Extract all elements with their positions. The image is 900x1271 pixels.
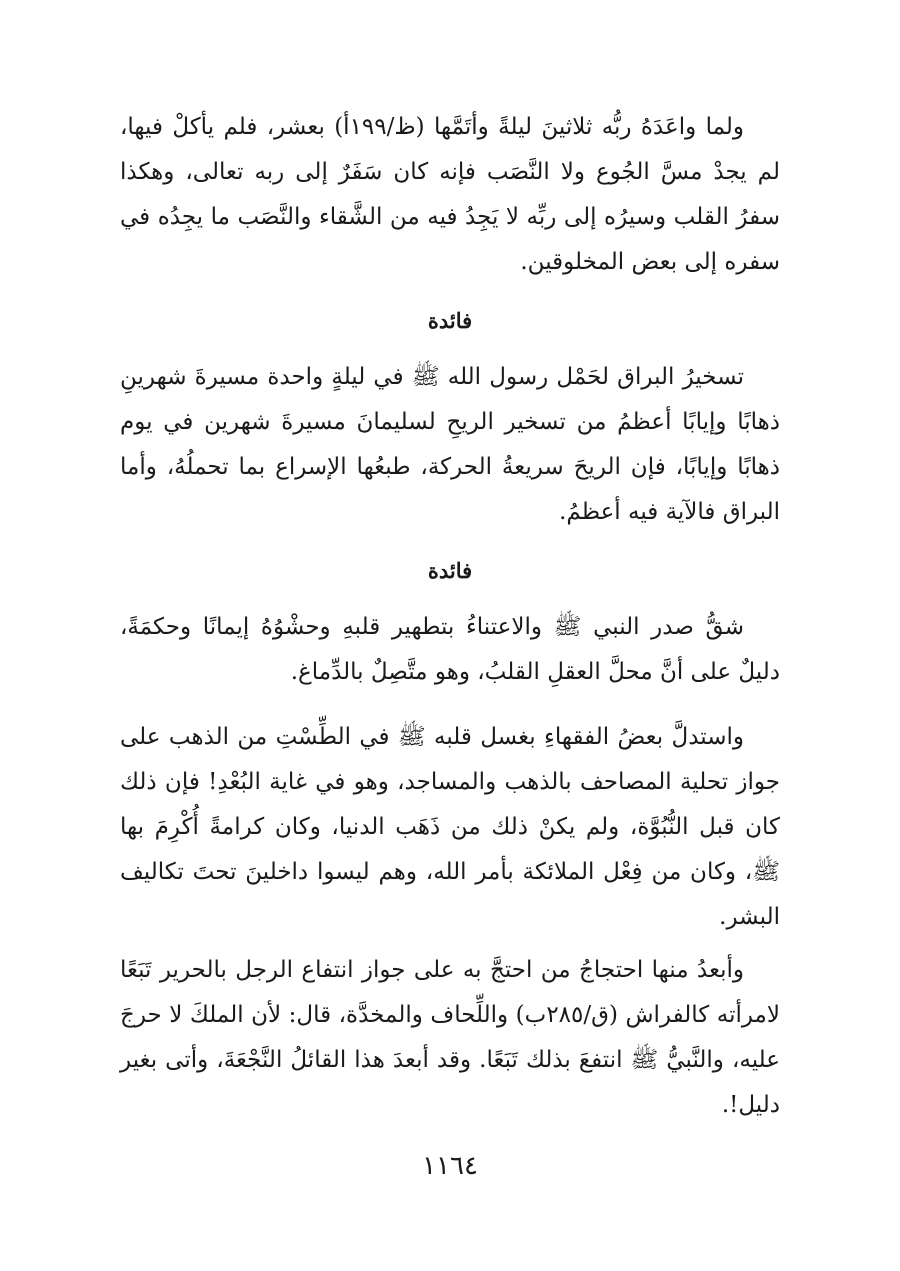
paragraph-silk: وأبعدُ منها احتجاجُ من احتجَّ به على جواز انتفاع الرجل بالحرير تَبَعًا لامرأته كالفراش (ق/٢٨٥ب) واللِّحاف والمخدَّة، قال: لأن الملكَ لا حرجَ عليه، والنَّبيُّ ﷺ انتفعَ بذلك تَبَعًا. وقد أبعدَ هذا القائلُ النَّجْعَةَ، وأتى بغير دليل!.	[120, 957, 780, 1118]
section-heading-2: فائدة	[427, 558, 473, 583]
paragraph-fasting: ولما واعَدَهُ ربُّه ثلاثينَ ليلةً وأتَمَّها (ظ/١٩٩أ) بعشر، فلم يأكلْ فيها، لم يجدْ مسَّ الجُوع ولا النَّصَب فإنه كان سَفَرٌ إلى ربه تعالى، وهكذا سفرُ القلب وسيرُه إلى ربِّه لا يَجِدُ فيه من الشَّقاء والنَّصَب ما يجِدُه في سفره إلى بعض المخلوقين.	[120, 114, 780, 275]
text-section-1	[120, 105, 780, 285]
text-section-2	[120, 355, 780, 535]
paragraph-gold-basin: واستدلَّ بعضُ الفقهاءِ بغسل قلبه ﷺ في الطِّسْتِ من الذهب على جواز تحلية المصاحف بالذهب والمساجد، وهو في غاية البُعْدِ! فإن ذلك كان قبل النُّبُوَّة، ولم يكنْ ذلك من ذَهَب الدنيا، وكان كرامةً أُكْرِمَ بها ﷺ، وكان من فِعْل الملائكة بأمر الله، وهم ليسوا داخلينَ تحتَ تكاليف البشر.	[120, 724, 780, 930]
paragraph-chest-opening: شقُّ صدر النبي ﷺ والاعتناءُ بتطهير قلبهِ وحشْوُهُ إيمانًا وحكمَةً، دليلٌ على أنَّ محلَّ العقلِ القلبُ، وهو متَّصِلٌ بالدِّماغ.	[120, 614, 780, 685]
text-section-3	[120, 605, 780, 695]
paragraph-buraq: تسخيرُ البراق لحَمْل رسول الله ﷺ في ليلةٍ واحدة مسيرةَ شهرينِ ذهابًا وإيابًا أعظمُ من تسخير الريحِ لسليمانَ مسيرةَ شهرين في يوم ذهابًا وإيابًا، فإن الريحَ سريعةُ الحركة، طبعُها الإسراع بما تحملُهُ، وأما البراق فالآية فيه أعظمُ.	[120, 364, 780, 525]
text-section-5	[120, 948, 780, 1128]
page-number: ١١٦٤	[422, 1151, 478, 1181]
section-heading-1: فائدة	[427, 308, 473, 333]
text-section-4	[120, 715, 780, 940]
